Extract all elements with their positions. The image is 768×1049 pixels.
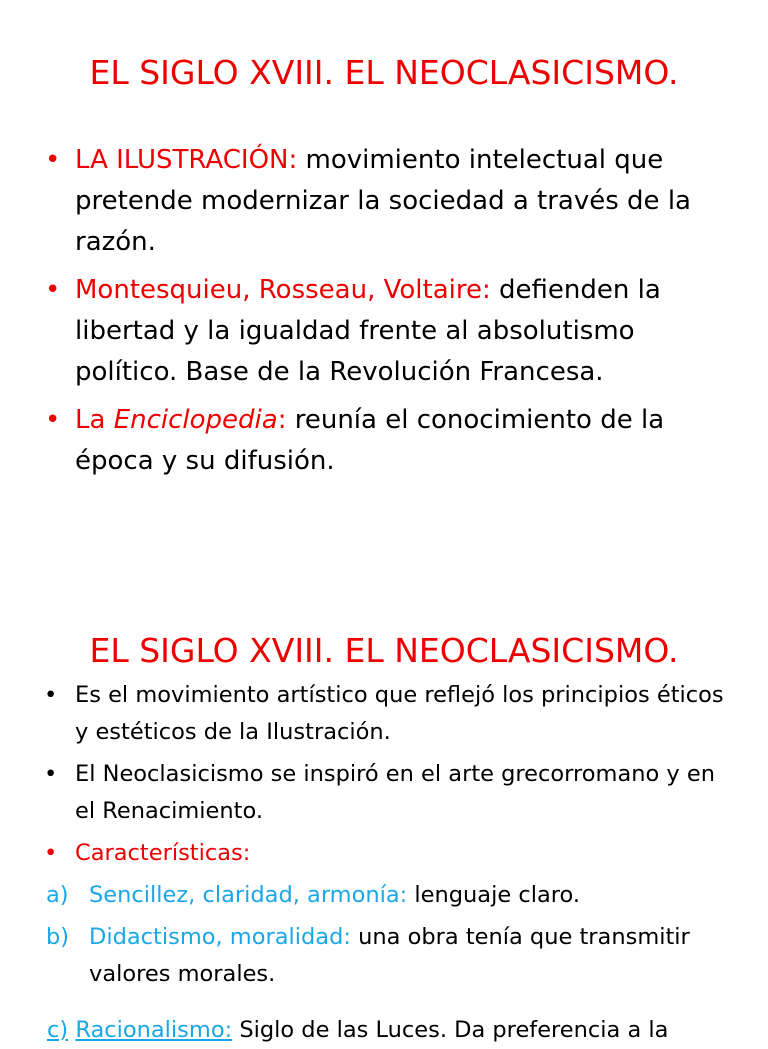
slide-2	[0, 560, 768, 1043]
bullet-icon: •	[45, 275, 61, 305]
item-lead: Didactismo, moralidad:	[89, 924, 351, 950]
item-text: Siglo de las Luces. Da preferencia a la	[232, 1017, 669, 1043]
item-text: reunía el conocimiento de la época y su difusión.	[75, 405, 665, 476]
item-text: defienden la libertad y la igualdad frente al absolutismo político. Base de la Revolución Francesa.	[75, 275, 661, 387]
list-item-partial	[47, 1012, 668, 1049]
item-text: movimiento intelectual que pretende modernizar la sociedad a través de la razón.	[75, 145, 691, 257]
list-letter: b)	[46, 924, 70, 950]
list-letter: c)	[47, 1017, 69, 1043]
list-item	[0, 140, 768, 263]
item-lead: Sencillez, claridad, armonía:	[89, 882, 408, 908]
item-text: lenguaje claro.	[407, 882, 581, 908]
bullet-icon: •	[45, 405, 61, 435]
slide-title: EL SIGLO XVIII. EL NEOCLASICISMO.	[89, 53, 679, 92]
item-lead: Racionalismo:	[75, 1017, 233, 1043]
item-lead-italic: Enciclopedia	[113, 405, 278, 435]
item-text: El Neoclasicismo se inspiró en el arte grecorromano y en el Renacimiento.	[75, 761, 715, 824]
item-lead: Características:	[75, 840, 251, 866]
list-item	[0, 270, 768, 393]
list-item	[0, 756, 768, 830]
bullet-icon: •	[45, 145, 61, 175]
item-lead-prefix: La	[75, 405, 114, 435]
list-item	[0, 400, 768, 482]
bullet-icon: •	[44, 840, 58, 866]
bullet-list	[0, 677, 768, 998]
list-item	[0, 919, 768, 993]
list-item	[0, 835, 768, 872]
list-item	[0, 877, 768, 914]
item-lead: LA ILUSTRACIÓN:	[75, 145, 298, 175]
slide-title: EL SIGLO XVIII. EL NEOCLASICISMO.	[89, 631, 679, 670]
list-item	[0, 677, 768, 751]
item-lead: Montesquieu, Rosseau, Voltaire:	[75, 275, 491, 305]
list-letter: a)	[46, 882, 69, 908]
bullet-icon: •	[44, 682, 58, 708]
item-lead-suffix: :	[277, 405, 287, 435]
item-text: una obra tenía que transmitir valores morales.	[89, 924, 690, 987]
bullet-icon: •	[44, 761, 58, 787]
bullet-list	[0, 140, 768, 489]
item-text: Es el movimiento artístico que reflejó los principios éticos y estéticos de la Ilustración.	[75, 682, 724, 745]
